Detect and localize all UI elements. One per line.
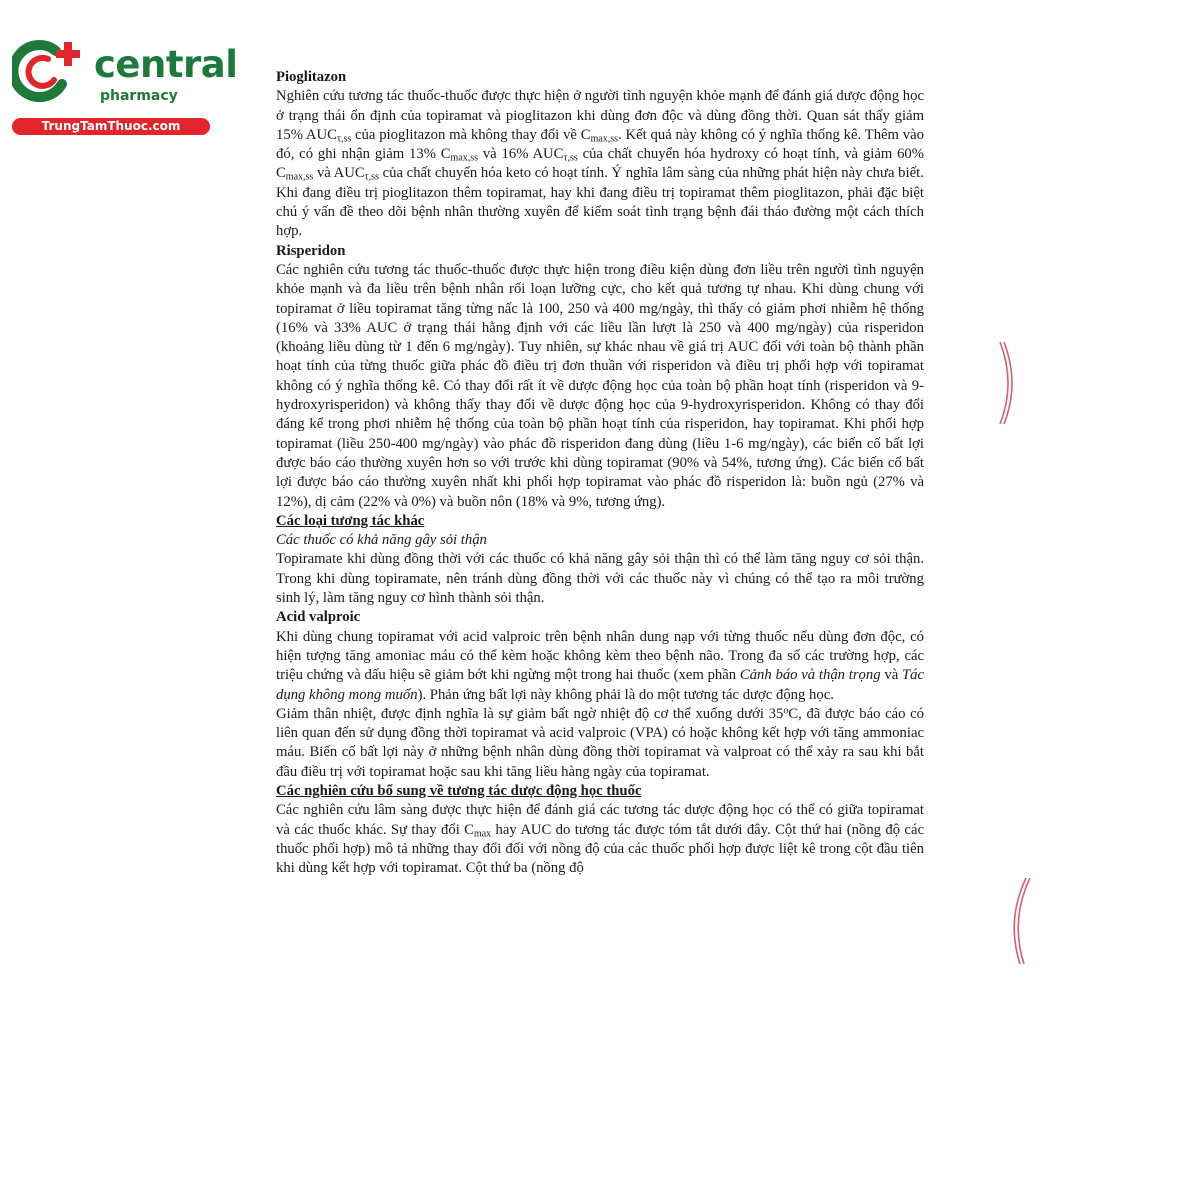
document-body (276, 68, 924, 878)
page-edge-stamp-mark-icon (994, 338, 1024, 428)
paragraph-pk-studies: Các nghiên cứu lâm sàng được thực hiện để đánh giá các tương tác dược động học có thể có giữa topiramat và các thuốc khác. Sự thay đổi $C_{max}$ hay AUC do tương tác được tóm tắt dưới đây. Cột thứ hai (nồng độ các thuốc phối hợp) mô tả những thay đổi đối với nồng độ của các thuốc phối hợp được liệt kê trong cột đầu tiên khi dùng kết hợp với topiramat. Cột thứ ba (nồng độ (276, 802, 924, 877)
brand-subtitle: pharmacy (100, 88, 178, 104)
page-edge-stamp-mark-icon (1004, 876, 1034, 966)
section-heading-risperidon: Risperidon (276, 242, 346, 259)
subheading-kidney-stone-drugs: Các thuốc có khả năng gây sỏi thận (276, 532, 487, 549)
section-heading-pk-studies: Các nghiên cứu bổ sung về tương tác dược động học thuốc (276, 782, 642, 799)
brand-name: central (94, 43, 238, 86)
site-url-badge: TrungTamThuoc.com (12, 118, 210, 135)
pharmacy-cross-logo-icon (12, 40, 84, 106)
paragraph-pioglitazon-study: Nghiên cứu tương tác thuốc-thuốc được thực hiện ở người tình nguyện khỏe mạnh để đánh giá dược động học ở trạng thái ổn định của topiramat và pioglitazon khi dùng đơn độc và dùng đồng thời. Quan sát thấy giảm 15% $AUC_{\tau,ss}$ của pioglitazon mà không thay đổi về $C_{max,ss}$. Kết quả này không có ý nghĩa thống kê. Thêm vào đó, có ghi nhận giảm 13% $C_{max,ss}$ và 16% $AUC_{\tau,ss}$ của chất chuyển hóa hydroxy có hoạt tính, và giảm 60% $C_{max,ss}$ và $AUC_{\tau,ss}$ của chất chuyển hóa keto có hoạt tính. Ý nghĩa lâm sàng của những phát hiện này chưa biết. (276, 88, 924, 183)
section-heading-valproic-acid: Acid valproic (276, 609, 361, 626)
paragraph-valproic-ammonia: Khi dùng chung topiramat với acid valproic trên bệnh nhân dung nạp với từng thuốc nếu dùng đơn độc, có hiện tượng tăng amoniac máu có thể kèm hoặc không kèm theo bệnh não. Trong đa số các trường hợp, các triệu chứng và dấu hiệu sẽ giảm bớt khi ngừng một trong hai thuốc (xem phần Cảnh báo và thận trọng và Tác dụng không mong muốn). Phản ứng bất lợi này không phải là do một tương tác dược động học. (276, 628, 924, 703)
paragraph-risperidon-study: Các nghiên cứu tương tác thuốc-thuốc được thực hiện trong điều kiện dùng đơn liều trên người tình nguyện khỏe mạnh và đa liều trên bệnh nhân rối loạn lưỡng cực, cho kết quả tương tự nhau. Khi dùng chung với topiramat ở liều topiramat tăng từng nấc là 100, 250 và 400 mg/ngày, thì thấy có giảm phơi nhiễm hệ thống (16% và 33% AUC ở trạng thái hằng định với các liều lần lượt là 250 và 400 mg/ngày) của risperidon (khoảng liều dùng từ 1 đến 6 mg/ngày). Tuy nhiên, sự khác nhau về giá trị AUC đối với toàn bộ thành phần hoạt tính của từng thuốc giữa phác đồ điều trị đơn thuần với risperidon và điều trị phối hợp với topiramat không có ý nghĩa thống kê. Có thay đổi rất ít về dược động học của toàn bộ phần hoạt tính (risperidon và 9-hydroxyrisperidon) và không thấy thay đổi về dược động học của 9-hydroxyrisperidon. Không có thay đổi đáng kể trong phơi nhiễm hệ thống của toàn bộ phần hoạt tính của risperidon, hay topiramat. Khi phối hợp topiramat (liều 250-400 mg/ngày) vào phác đồ risperidon đang dùng (liều 1-6 mg/ngày), các biến cố bất lợi được báo cáo thường xuyên hơn so với trước khi dùng topiramat (90% và 54%, tương ứng). Các biến cố bất lợi được báo cáo thường xuyên nhất khi phối hợp topiramat vào phác đồ risperidon là: buồn ngủ (27% và 12%), dị cảm (22% và 0%) và buồn nôn (18% và 9%, tương ứng). (276, 261, 924, 510)
pharmacy-logo (10, 38, 238, 138)
section-heading-pioglitazon: Pioglitazon (276, 69, 347, 85)
paragraph-pioglitazon-monitoring: Khi đang điều trị pioglitazon thêm topiramat, hay khi đang điều trị topiramat thêm pioglitazon, phải đặc biệt chú ý vấn đề theo dõi bệnh nhân thường xuyên để kiểm soát tình trạng bệnh đái tháo đường một cách thích hợp. (276, 184, 924, 240)
section-heading-other-interactions: Các loại tương tác khác (276, 512, 425, 529)
paragraph-valproic-hypothermia: Giảm thân nhiệt, được định nghĩa là sự giảm bất ngờ nhiệt độ cơ thể xuống dưới 35$^o$C, đã được báo cáo có liên quan đến sử dụng đồng thời topiramat và acid valproic (VPA) có hoặc không kết hợp với tăng ammoniac máu. Biến cố bất lợi này ở những bệnh nhân dùng đồng thời topiramat và valproat có thể xảy ra sau khi bắt đầu điều trị với topiramat hoặc sau khi tăng liều hàng ngày của topiramat. (276, 705, 924, 780)
paragraph-kidney-stones: Topiramate khi dùng đồng thời với các thuốc có khả năng gây sỏi thận thì có thể làm tăng nguy cơ sỏi thận. Trong khi dùng topiramate, nên tránh dùng đồng thời với các thuốc này vì chúng có thể tạo ra môi trường sinh lý, làm tăng nguy cơ hình thành sỏi thận. (276, 551, 924, 607)
